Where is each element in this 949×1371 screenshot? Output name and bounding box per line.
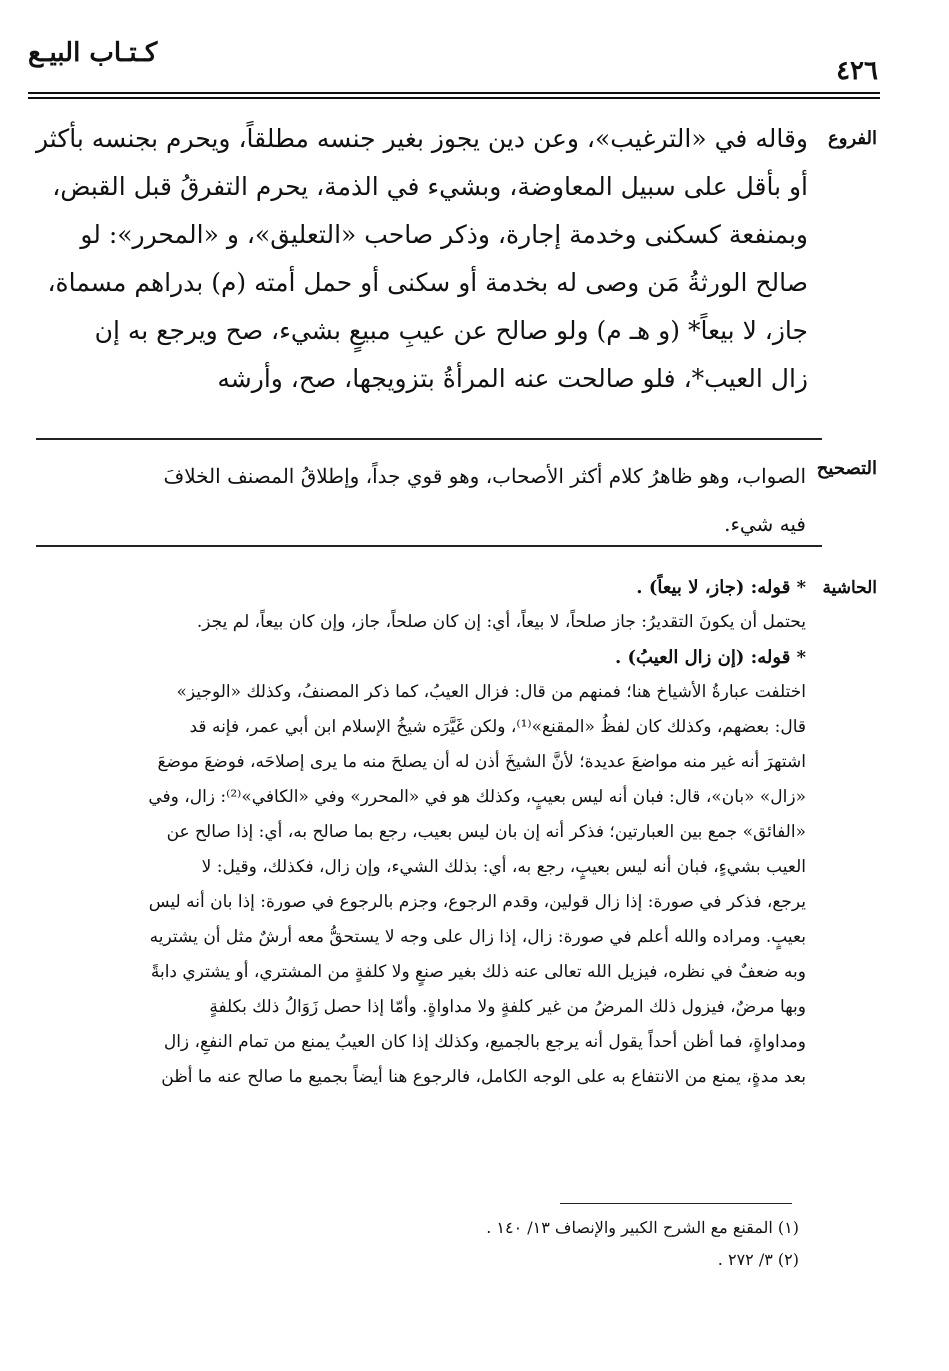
hashiya-line: بعيبٍ. ومراده والله أعلم في صورة: زال، إذا زال على وجه لا يستحقُّ معه أرشٌ مثل أن يشتريه [149,927,806,947]
hashiya-line: العيب بشيءٍ، فبان أنه ليس بعيبٍ، رجع به، أي: بذلك الشيء، وإن زال، فكذلك، وقيل: لا [201,857,806,877]
hashiya-line: قال: بعضهم، وكذلك كان لفظُ «المقنع»⁽¹⁾، ولكن غَيَّرَه شيخُ الإسلام ابن أبي عمر، فإنه قد [189,717,806,737]
tashih-text [36,452,806,548]
page-number: ٤٢٦ [836,56,878,86]
main-text [30,115,808,403]
main-line: جاز، لا بيعاً* (و هـ م) ولو صالح عن عيبِ مبيعٍ بشيء، صح ويرجع به إن [94,316,808,345]
footnote: (٢) ٣/ ٢٧٢ . [717,1250,799,1269]
quote-heading: * قوله: (إن زال العيبُ) . [615,647,806,668]
hashiya-line: «الفائق» جمع بين العبارتين؛ فذكر أنه إن بان ليس بعيب، رجع بما صالح به، أي: إذا صالح عن [166,822,806,842]
section-label-furu: الفروع [828,128,877,149]
hashiya-line: وبه ضعفٌ في نظره، فيزيل الله تعالى عنه ذلك بغير صنعٍ ولا كلفةٍ من المشتري، أو يشتري دابةً [150,962,806,982]
main-line: وقاله في «الترغيب»، وعن دين يجوز بغير جنسه مطلقاً، ويحرم بجنسه بأكثر [36,124,808,153]
section-label-hashiya: الحاشية [822,578,877,598]
page-header [28,38,878,88]
section-divider [36,438,822,440]
hashiya-line: اشتهرَ أنه غير منه مواضعَ عديدة؛ لأنَّ الشيخَ أذن له أن يصلحَ منه ما يرى إصلاحَه، فوضعَ موضعَ [157,752,806,772]
hashiya-line: اختلفت عبارةُ الأشياخ هنا؛ فمنهم من قال: فزال العيبُ، كما ذكر المصنفُ، وكذلك «الوجيز» [176,682,806,702]
header-rule [28,92,880,94]
hashiya-line: بعد مدةٍ، يمنع من الانتفاع به على الوجه الكامل، فالرجوع هنا أيضاً بجميع ما صالح عنه ما أظن [161,1067,806,1087]
running-title: كـتـاب البيـع [28,38,158,68]
main-line: وبمنفعة كسكنى وخدمة إجارة، وذكر صاحب «التعليق»، و «المحرر»: لو [80,220,808,249]
footnote: (١) المقنع مع الشرح الكبير والإنصاف ١٣/ ١٤٠ . [486,1218,799,1237]
quote-heading: * قوله: (جاز، لا بيعاً) . [636,577,806,598]
hashiya-line: «زال» «بان»، قال: فبان أنه ليس بعيبٍ، وكذلك هو في «المحرر» وفي «الكافي»⁽²⁾: زال، وفي [148,787,806,807]
tashih-line: فيه شيء. [724,512,806,536]
tashih-line: الصواب، وهو ظاهرُ كلام أكثر الأصحاب، وهو قوي جداً، وإطلاقُ المصنف الخلافَ [163,464,806,488]
section-divider [36,545,822,547]
footnote-divider [560,1203,792,1204]
hashiya-text [36,570,806,1095]
hashiya-line: يرجع، فذكر في صورة: إذا زال قولين، وقدم الرجوع، وجزم بالرجوع في صورة: إذا بان أنه ليس [148,892,806,912]
hashiya-line: يحتمل أن يكونَ التقديرُ: جاز صلحاً، لا بيعاً، أي: إن كان صلحاً، جاز، وإن كان بيعاً، لم يجز. [196,612,806,632]
main-line: زال العيب*، فلو صالحت عنه المرأةُ بتزويجها، صح، وأرشه [217,364,808,393]
main-line: صالح الورثةُ مَن وصى له بخدمة أو سكنى أو حمل أمته (م) بدراهم مسماة، [47,268,808,297]
hashiya-line: ومداواةٍ، فما أظن أحداً يقول أنه يرجع بالجميع، وكذلك إذا كان العيبُ يمنع من تمام النفعِ، زال [163,1032,806,1052]
hashiya-line: وبها مرضٌ، فيزول ذلك المرضُ من غير كلفةٍ ولا مداواةٍ. وأمّا إذا حصل زَوَالُ ذلك بكلفةٍ [209,997,806,1017]
header-rule-second [28,97,880,99]
section-label-tashih: التصحيح [816,458,877,479]
main-line: أو بأقل على سبيل المعاوضة، وبشيء في الذمة، يحرم التفرقُ قبل القبض، [52,172,808,201]
